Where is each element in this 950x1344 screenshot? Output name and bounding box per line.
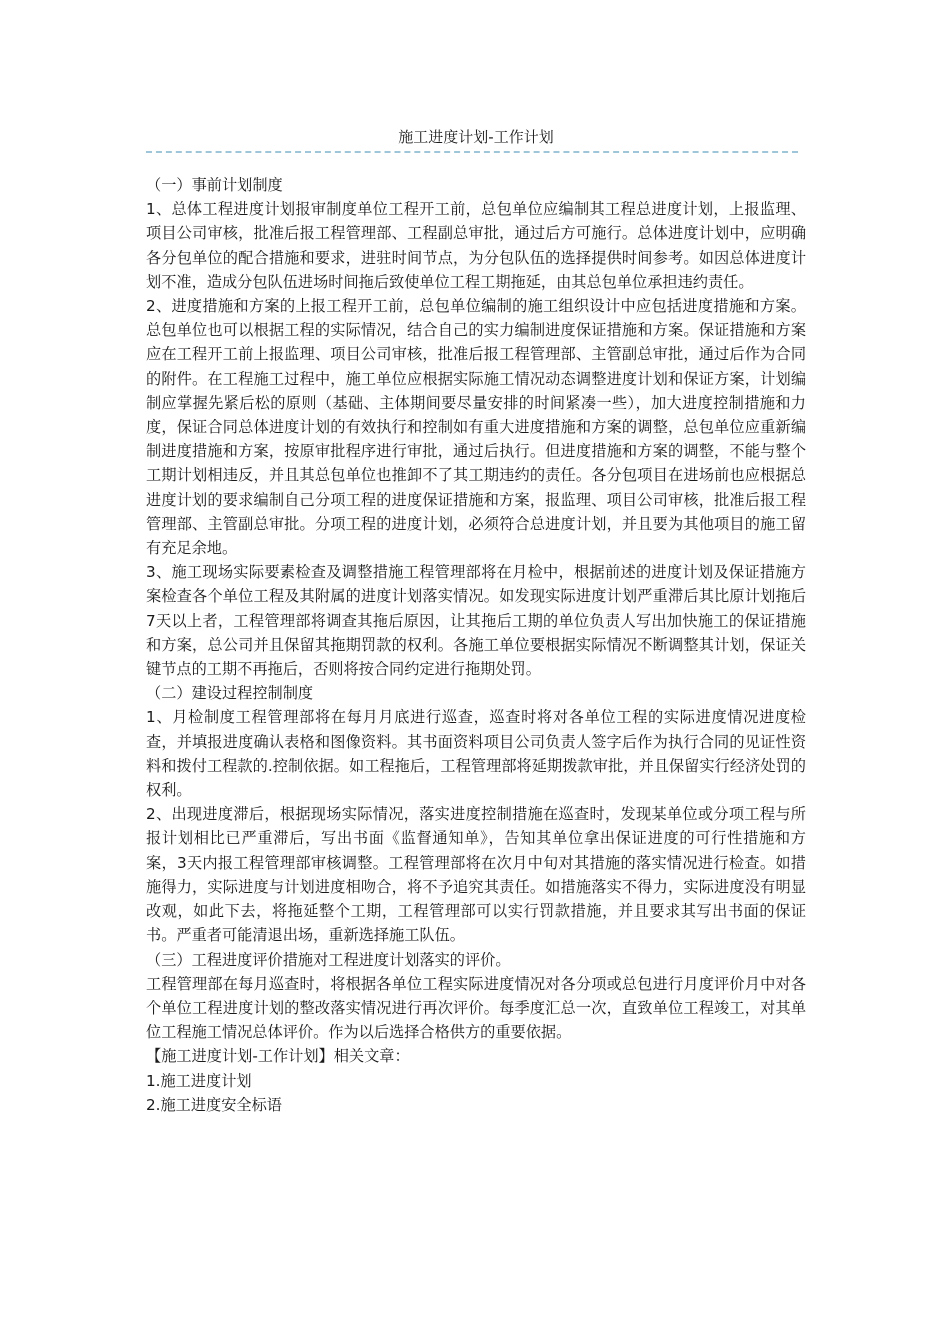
paragraph: 1、月检制度工程管理部将在每月月底进行巡查，巡查时将对各单位工程的实际进度情况进度检查，并填报进度确认表格和图像资料。其书面资料项目公司负责人签字后作为执行合同的见证性资料和拨付工程款的.控制依据。如工程拖后，工程管理部将延期拨款审批，并且保留实行经济处罚的权利。 <box>146 708 806 800</box>
paragraph: 工程管理部在每月巡查时，将根据各单位工程实际进度情况对各分项或总包进行月度评价月中对各个单位工程进度计划的整改落实情况进行再次评价。每季度汇总一次，直致单位工程竣工，对其单位工程施工情况总体评价。作为以后选择合格供方的重要依据。 <box>146 974 806 1042</box>
section-heading-2: （二）建设过程控制制度 <box>146 684 314 703</box>
title-dashed-divider <box>146 151 798 153</box>
paragraph: 1、总体工程进度计划报审制度单位工程开工前，总包单位应编制其工程总进度计划，上报监理、项目公司审核，批准后报工程管理部、工程副总审批，通过后方可施行。总体进度计划中，应明确各分包单位的配合措施和要求，进驻时间节点，为分包队伍的选择提供时间参考。如因总体进度计划不准，造成分包队伍进场时间拖后致使单位工程工期拖延，由其总包单位承担违约责任。 <box>146 200 806 291</box>
related-article-link[interactable]: 1.施工进度计划 <box>146 1071 252 1090</box>
related-articles-heading: 【施工进度计划-工作计划】相关文章： <box>146 1047 410 1066</box>
paragraph: 2、进度措施和方案的上报工程开工前，总包单位编制的施工组织设计中应包括进度措施和方案。总包单位也可以根据工程的实际情况，结合自己的实力编制进度保证措施和方案。保证措施和方案应在工程开工前上报监理、项目公司审核，批准后报工程管理部、主管副总审批，通过后作为合同的附件。在工程施工过程中，施工单位应根据实际施工情况动态调整进度计划和保证方案，计划编制应掌握先紧后松的原则（基础、主体期间要尽量安排的时间紧凑一些），加大进度控制措施和力度，保证合同总体进度计划的有效执行和控制如有重大进度措施和方案的调整，总包单位应重新编制进度措施和方案，按原审批程序进行审批，通过后执行。但进度措施和方案的调整，不能与整个工期计划相违反，并且其总包单位也推卸不了其工期违约的责任。各分包项目在进场前也应根据总进度计划的要求编制自己分项工程的进度保证措施和方案，报监理、项目公司审核，批准后报工程管理部、主管副总审批。分项工程的进度计划，必须符合总进度计划，并且要为其他项目的施工留有充足余地。 <box>146 297 806 558</box>
document-title: 施工进度计划-工作计划 <box>398 128 554 146</box>
document-body <box>146 173 806 1117</box>
paragraph: 2、出现进度滞后，根据现场实际情况，落实进度控制措施在巡查时，发现某单位或分项工程与所报计划相比已严重滞后，写出书面《监督通知单》，告知其单位拿出保证进度的可行性措施和方案，3天内报工程管理部审核调整。工程管理部将在次月中旬对其措施的落实情况进行检查。如措施得力，实际进度与计划进度相吻合，将不予追究其责任。如措施落实不得力，实际进度没有明显改观，如此下去，将拖延整个工期，工程管理部可以实行罚款措施，并且要求其写出书面的保证书。严重者可能清退出场，重新选择施工队伍。 <box>146 805 806 945</box>
section-heading-3: （三）工程进度评价措施对工程进度计划落实的评价。 <box>146 950 511 969</box>
section-heading-1: （一）事前计划制度 <box>146 176 283 194</box>
paragraph: 3、施工现场实际要素检查及调整措施工程管理部将在月检中，根据前述的进度计划及保证措施方案检查各个单位工程及其附属的进度计划落实情况。如发现实际进度计划严重滞后其比原计划拖后7天以上者，工程管理部将调查其拖后原因，让其拖后工期的单位负责人写出加快施工的保证措施和方案，总公司并且保留其拖期罚款的权利。各施工单位要根据实际情况不断调整其计划，保证关键节点的工期不再拖后，否则将按合同约定进行拖期处罚。 <box>146 563 806 679</box>
related-article-link[interactable]: 2.施工进度安全标语 <box>146 1095 282 1114</box>
